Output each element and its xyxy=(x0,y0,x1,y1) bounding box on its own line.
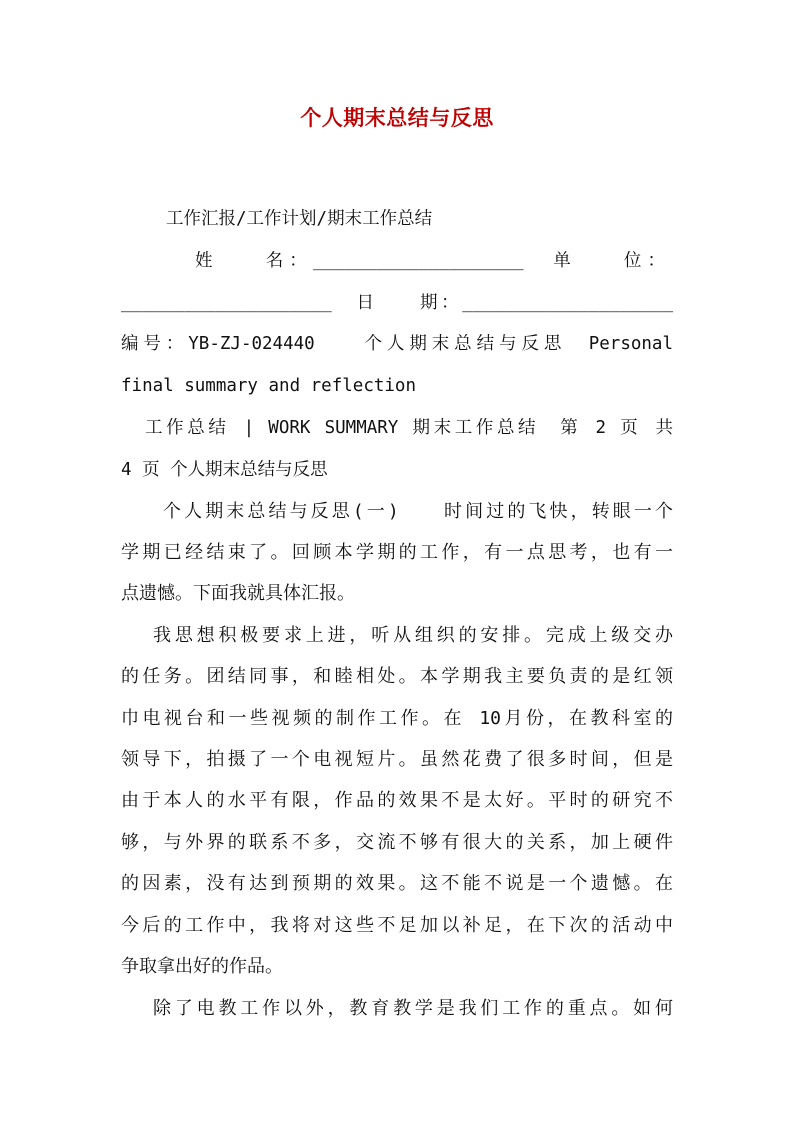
paragraph-2-line-8: 今后的工作中，我将对这些不足加以补足，在下次的活动中 xyxy=(121,915,673,936)
header-date-line: ____________________ 日 期：____________________ xyxy=(121,293,673,313)
paragraph-1-line-2: 学期已经结束了。回顾本学期的工作，有一点思考，也有一 xyxy=(121,542,673,563)
header-summary-page-line: 工作总结 | WORK SUMMARY 期末工作总结 第 2 页 共 xyxy=(145,418,673,438)
document-title: 个人期末总结与反思 xyxy=(300,105,494,130)
header-number-line: 编号：YB-ZJ-024440 个人期末总结与反思 Personal xyxy=(121,334,673,354)
header-name-unit-line: 姓 名：____________________ 单 位： xyxy=(195,251,665,271)
paragraph-2-line-5: 由于本人的水平有限，作品的效果不是太好。平时的研究不 xyxy=(121,790,673,811)
paragraph-2-line-1: 我思想积极要求上进，听从组织的安排。完成上级交办 xyxy=(153,625,673,646)
paragraph-2-line-2: 的任务。团结同事，和睦相处。本学期我主要负责的是红领 xyxy=(121,666,673,687)
paragraph-2-line-4: 领导下，拍摄了一个电视短片。虽然花费了很多时间，但是 xyxy=(121,749,673,770)
paragraph-2-line-7: 的因素，没有达到预期的效果。这不能不说是一个遗憾。在 xyxy=(121,873,673,894)
paragraph-2-line-9: 争取拿出好的作品。 xyxy=(121,956,283,977)
header-page-total-line: 4 页 个人期末总结与反思 xyxy=(121,460,328,480)
paragraph-3-line-1: 除了电教工作以外，教育教学是我们工作的重点。如何 xyxy=(153,998,673,1019)
header-category-line: 工作汇报/工作计划/期末工作总结 xyxy=(166,209,433,229)
paragraph-1-line-1: 个人期末总结与反思(一) 时间过的飞快，转眼一个 xyxy=(163,501,673,522)
paragraph-2-line-6: 够，与外界的联系不多，交流不够有很大的关系，加上硬件 xyxy=(121,832,673,853)
header-english-title-line: final summary and reflection xyxy=(121,376,417,396)
paragraph-1-line-3: 点遗憾。下面我就具体汇报。 xyxy=(121,583,355,604)
paragraph-2-line-3: 巾电视台和一些视频的制作工作。在 10月份，在教科室的 xyxy=(121,708,673,729)
